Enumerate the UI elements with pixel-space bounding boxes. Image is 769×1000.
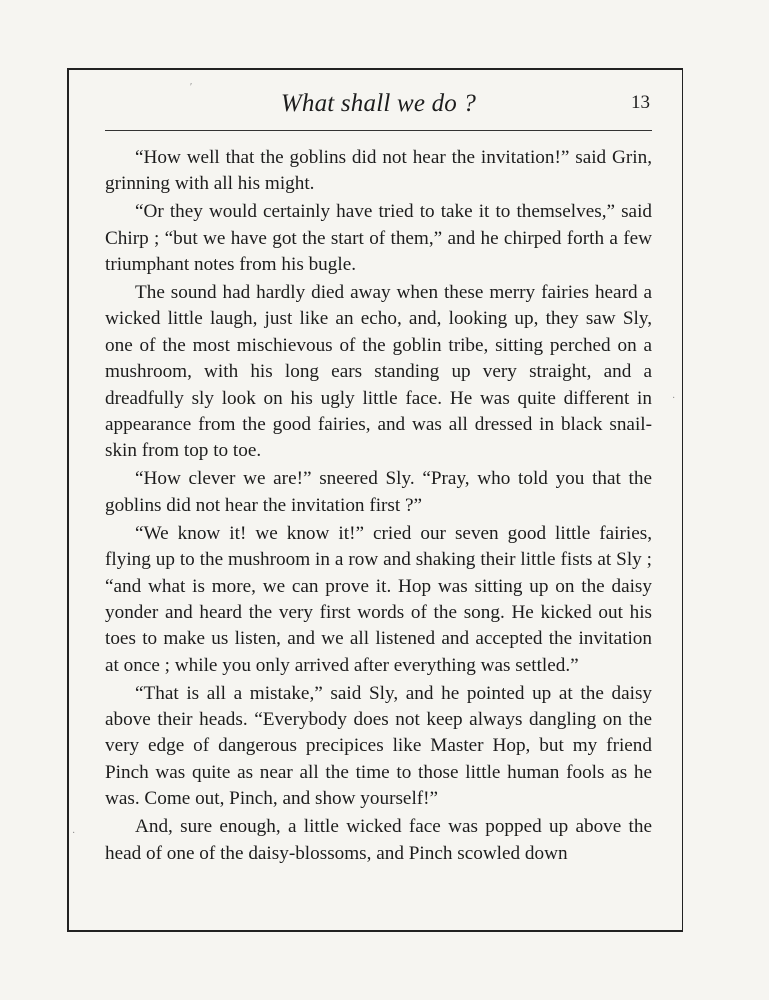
paragraph: And, sure enough, a little wicked face was popped up above the head of one of the daisy-blossoms, and Pinch scowled down bbox=[105, 816, 652, 864]
header-rule bbox=[105, 130, 652, 131]
paragraph: The sound had hardly died away when these merry fairies heard a wicked little laugh, just like an echo, and, looking up, they saw Sly, one of the most mischievous of the goblin tribe, sitting perched on a mushroom, with his long ears standing up very straight, and a dreadfully sly look on his ugly little face. He was quite different in appearance from the good fairies, and was all dressed in black snail-skin from top to toe. bbox=[105, 282, 652, 462]
print-speck: · bbox=[72, 828, 76, 839]
running-title: What shall we do ? bbox=[280, 90, 477, 117]
paragraph: “That is all a mistake,” said Sly, and he pointed up at the daisy above their heads. “Everybody does not keep always dangling on the very edge of dangerous precipices like Master Hop, but my friend Pinch was quite as near all the time to those little human fools as he was. Come out, Pinch, and show yourself!” bbox=[105, 682, 652, 810]
print-speck: · bbox=[672, 393, 676, 404]
print-speck: ʹ bbox=[190, 82, 193, 93]
paragraph: “How clever we are!” sneered Sly. “Pray, who told you that the goblins did not hear the invitation first ?” bbox=[105, 468, 652, 516]
running-head bbox=[105, 90, 652, 122]
paragraph: “We know it! we know it!” cried our seven good little fairies, flying up to the mushroom in a row and shaking their little fists at Sly ; “and what is more, we can prove it. Hop was sitting up on the daisy yonder and heard the very first words of the song. He kicked out his toes to make us listen, and we all listened and accepted the invitation at once ; while you only arrived after everything was settled.” bbox=[105, 522, 652, 676]
body-text bbox=[105, 145, 652, 868]
paragraph: “How well that the goblins did not hear the invitation!” said Grin, grinning with all his might. bbox=[105, 147, 652, 195]
paragraph: “Or they would certainly have tried to take it to themselves,” said Chirp ; “but we have got the start of them,” and he chirped forth a few triumphant notes from his bugle. bbox=[105, 201, 652, 276]
page-number: 13 bbox=[631, 92, 650, 113]
